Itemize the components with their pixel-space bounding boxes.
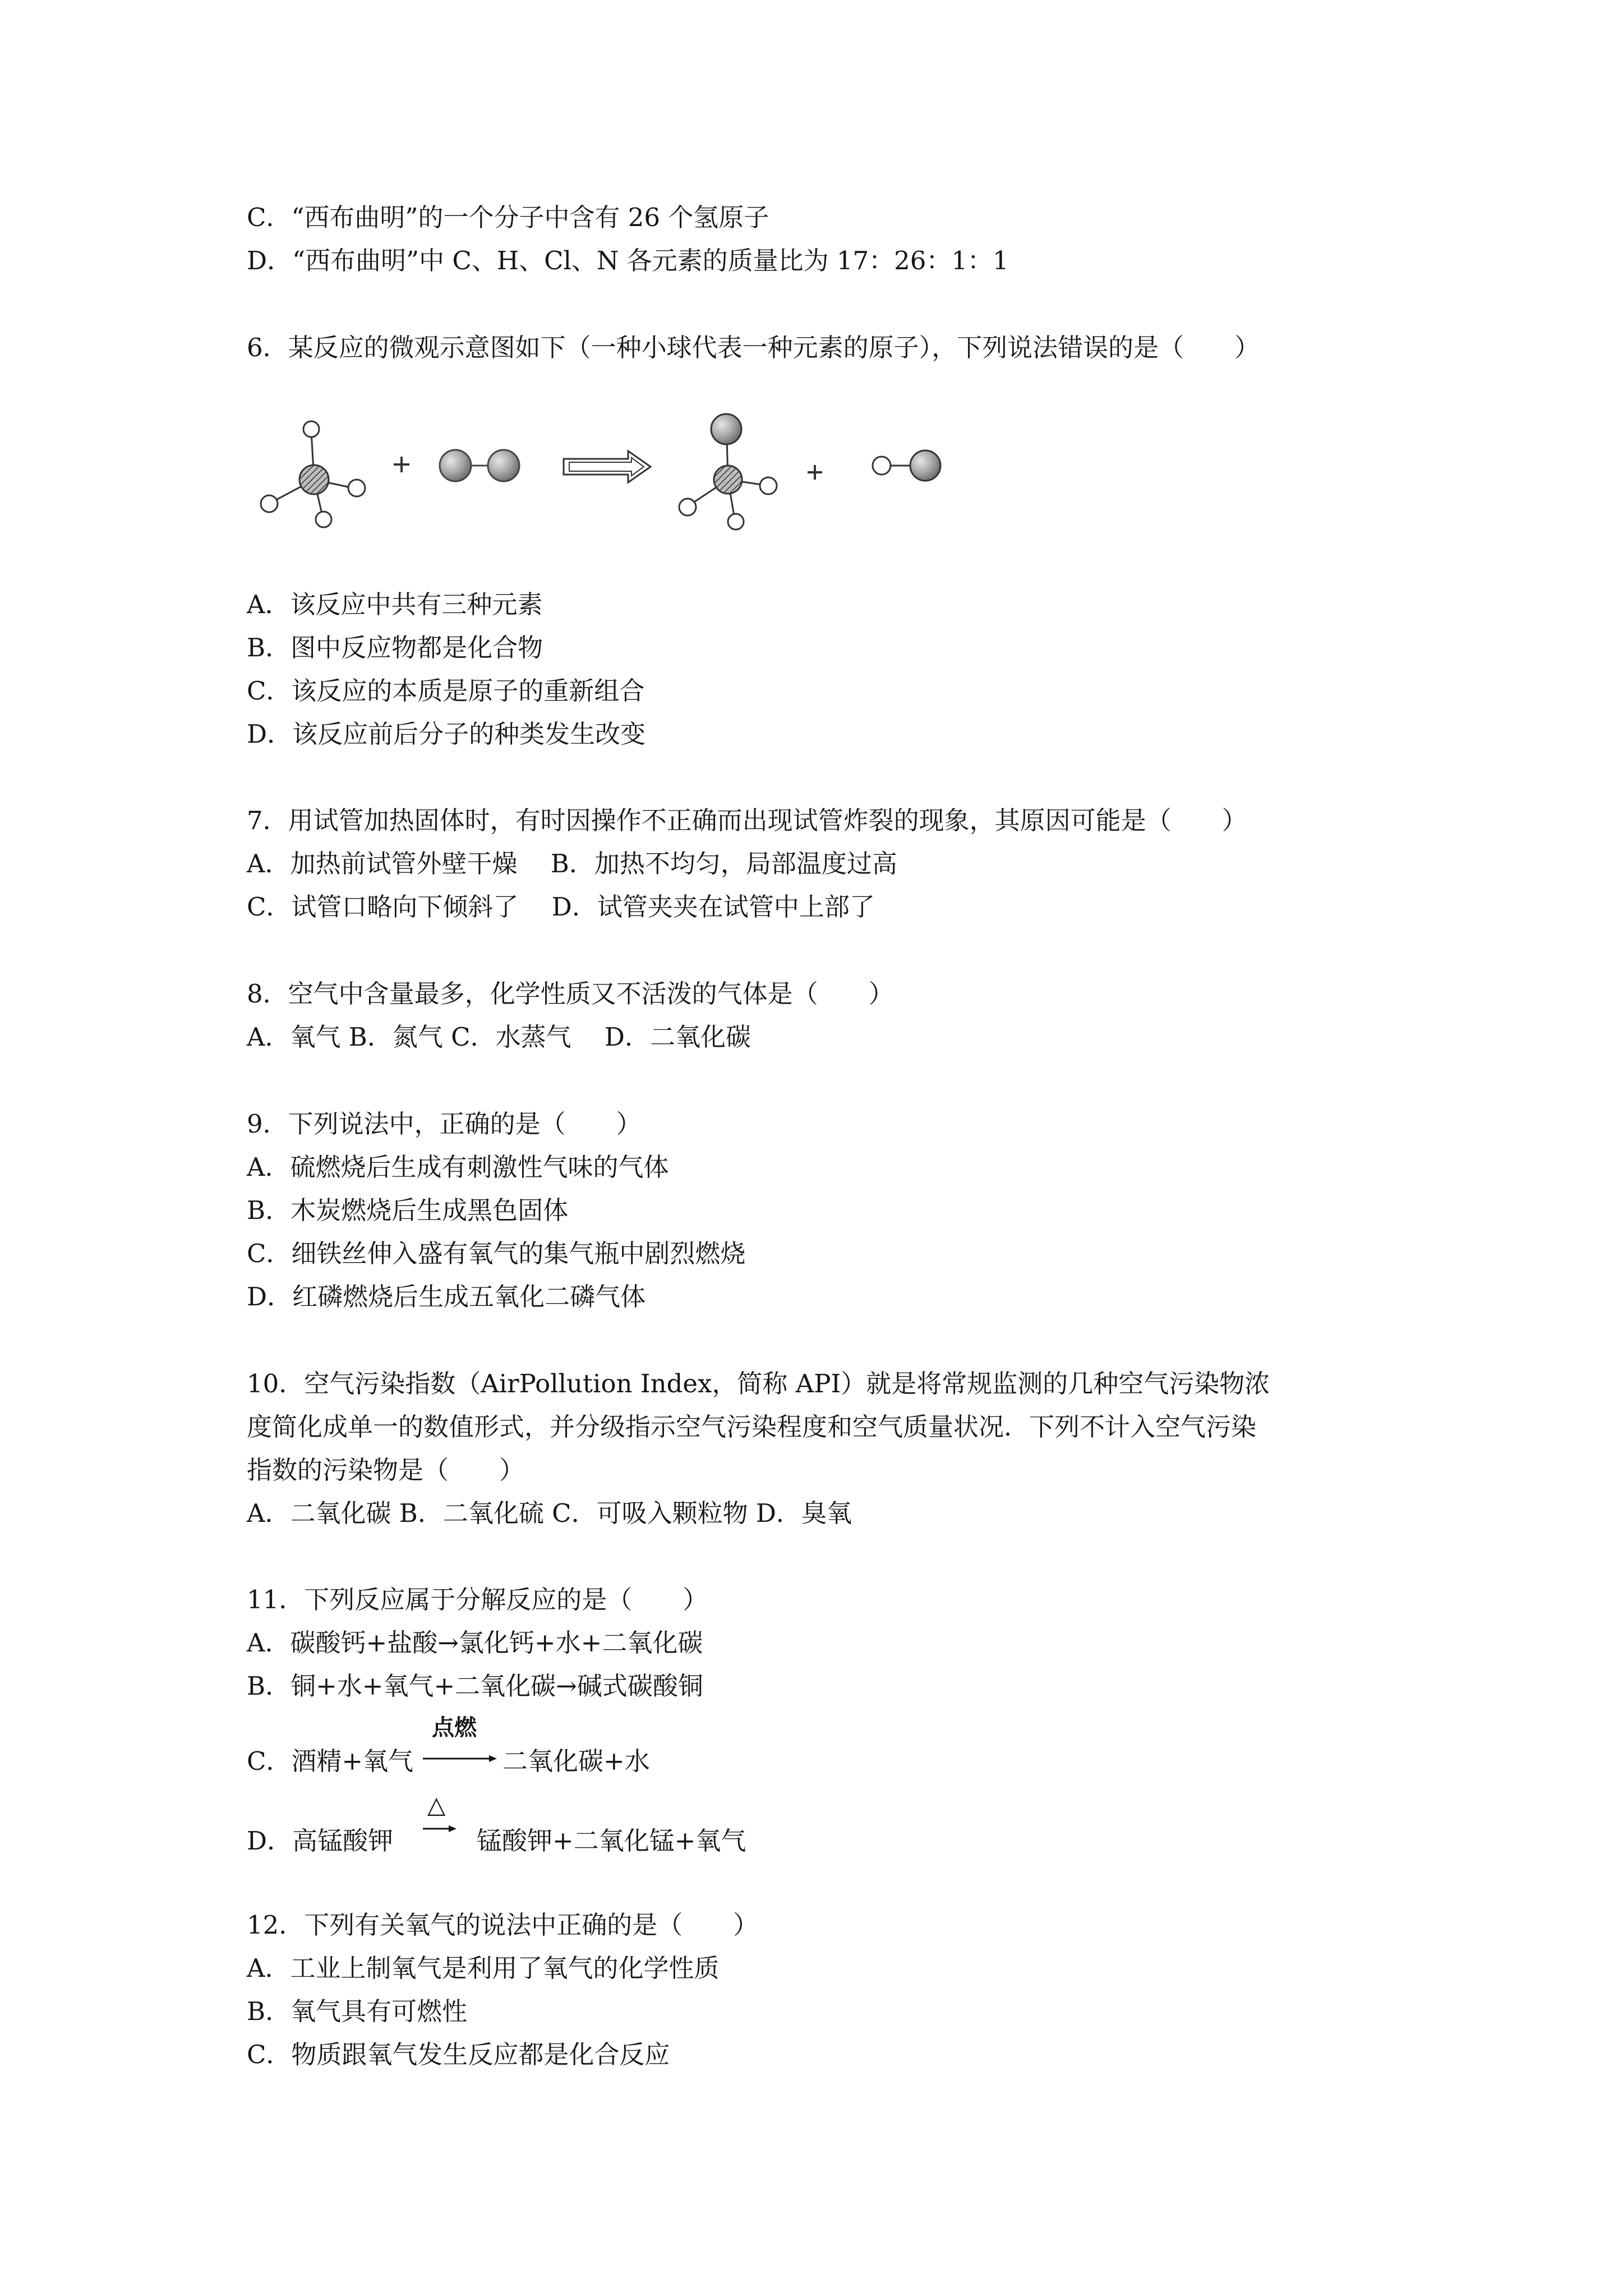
q6-option-d: D．该反应前后分子的种类发生改变 — [247, 719, 646, 749]
reactant-molecule-2 — [440, 450, 519, 481]
q11d-left: D．高锰酸钾 — [247, 1826, 394, 1856]
q6-option-a: A．该反应中共有三种元素 — [247, 590, 543, 619]
plus-sign-1 — [394, 457, 409, 472]
q12-option-a: A．工业上制氧气是利用了氧气的化学性质 — [247, 1953, 720, 1983]
q11c-condition: 点燃 — [432, 1715, 477, 1741]
product-molecule-1 — [679, 414, 777, 530]
q12-option-c: C．物质跟氧气发生反应都是化合反应 — [247, 2040, 670, 2069]
q9-option-c: C．细铁丝伸入盛有氧气的集气瓶中剧烈燃烧 — [247, 1239, 746, 1268]
q7-options-cd: C．试管口略向下倾斜了 D．试管夹夹在试管中上部了 — [247, 892, 875, 922]
q11d-condition: △ — [427, 1791, 446, 1819]
q7-options-ab: A．加热前试管外壁干燥 B．加热不均匀，局部温度过高 — [247, 849, 897, 878]
reaction-diagram — [241, 404, 970, 550]
q8-options: A．氧气 B．氮气 C．水蒸气 D．二氧化碳 — [247, 1022, 751, 1052]
q11-option-b: B．铜+水+氧气+二氧化碳→碱式碳酸铜 — [247, 1671, 703, 1701]
product-molecule-2 — [873, 450, 940, 481]
q9-option-b: B．木炭燃烧后生成黑色固体 — [247, 1195, 569, 1225]
q5-option-d: D．“西布曲明”中 C、H、Cl、N 各元素的质量比为 17：26：1：1 — [247, 246, 1009, 275]
q5-option-c: C．“西布曲明”的一个分子中含有 26 个氢原子 — [247, 203, 769, 232]
q9-option-d: D．红磷燃烧后生成五氧化二磷气体 — [247, 1282, 646, 1312]
q11c-arrow — [422, 1753, 500, 1764]
q6-option-b: B．图中反应物都是化合物 — [247, 633, 543, 662]
plus-sign-2 — [808, 465, 822, 480]
q12-option-b: B．氧气具有可燃性 — [247, 1996, 468, 2026]
q12-stem: 12．下列有关氧气的说法中正确的是（ ） — [247, 1910, 759, 1940]
q6-option-c: C．该反应的本质是原子的重新组合 — [247, 676, 645, 706]
q7-stem: 7．用试管加热固体时，有时因操作不正确而出现试管炸裂的现象，其原因可能是（ ） — [247, 806, 1247, 835]
q11-option-a: A．碳酸钙+盐酸→氯化钙+水+二氧化碳 — [247, 1628, 703, 1658]
q8-stem: 8．空气中含量最多，化学性质又不活泼的气体是（ ） — [247, 979, 894, 1009]
q10-stem-line2: 度简化成单一的数值形式，并分级指示空气污染程度和空气质量状况．下列不计入空气污染 — [247, 1412, 1257, 1442]
q10-stem-line1: 10．空气污染指数（AirPollution Index，简称 API）就是将常规监测的几种空气污染物浓 — [247, 1369, 1270, 1398]
reactant-molecule-1 — [261, 421, 365, 527]
reaction-arrow — [564, 451, 651, 482]
q11c-right: 二氧化碳+水 — [502, 1746, 650, 1776]
q10-stem-line3: 指数的污染物是（ ） — [247, 1455, 525, 1485]
q9-option-a: A．硫燃烧后生成有刺激性气味的气体 — [247, 1152, 669, 1182]
q11d-arrow — [422, 1823, 461, 1834]
q11d-right: 锰酸钾+二氧化锰+氧气 — [477, 1826, 746, 1856]
q11c-left: C．酒精+氧气 — [247, 1746, 414, 1776]
q10-options: A．二氧化碳 B．二氧化硫 C．可吸入颗粒物 D．臭氧 — [247, 1498, 852, 1528]
q6-stem: 6．某反应的微观示意图如下（一种小球代表一种元素的原子），下列说法错误的是（ ） — [247, 333, 1260, 362]
q11-stem: 11．下列反应属于分解反应的是（ ） — [247, 1585, 708, 1614]
q9-stem: 9．下列说法中，正确的是（ ） — [247, 1109, 642, 1139]
